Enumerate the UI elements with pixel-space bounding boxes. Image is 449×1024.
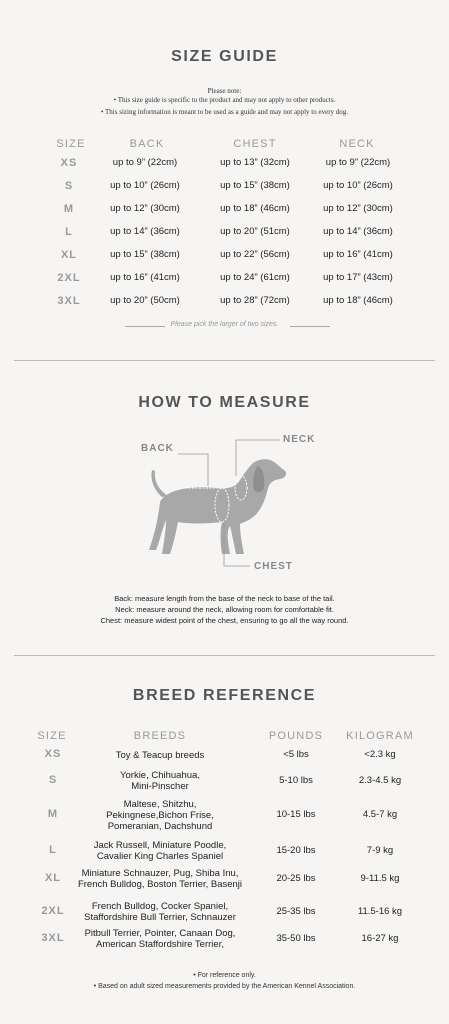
label-back: BACK bbox=[141, 443, 174, 454]
pounds-value: 35-50 lbs bbox=[276, 933, 316, 944]
note-heading: Please note: bbox=[207, 87, 242, 95]
breed-names: Maltese, Shitzhu, bbox=[123, 798, 197, 810]
col-header-size: SIZE bbox=[56, 138, 86, 150]
pounds-value: 15-20 lbs bbox=[276, 845, 316, 856]
pick-note-line-right bbox=[290, 326, 330, 327]
chest-value: up to 13” (32cm) bbox=[220, 157, 290, 168]
col-header-neck: NECK bbox=[339, 138, 375, 150]
measure-line-back: Back: measure length from the base of the neck to base of the tail. bbox=[114, 594, 335, 603]
breed-size-label: L bbox=[49, 844, 57, 856]
footnote-akc: • Based on adult sized measurements provided by the American Kennel Association. bbox=[93, 983, 356, 990]
breed-size-label: XL bbox=[44, 872, 62, 884]
neck-value: up to 10” (26cm) bbox=[323, 180, 393, 191]
back-value: up to 16” (41cm) bbox=[110, 272, 180, 283]
size-label: L bbox=[65, 226, 73, 238]
breed-header-size: SIZE bbox=[37, 730, 67, 742]
breed-names: Staffordshire Bull Terrier, Schnauzer bbox=[84, 912, 236, 923]
breed-names: Toy & Teacup breeds bbox=[115, 749, 205, 761]
neck-value: up to 16” (41cm) bbox=[323, 249, 393, 260]
chest-value: up to 22” (56cm) bbox=[220, 249, 290, 260]
size-label: XL bbox=[60, 249, 78, 261]
back-value: up to 14” (36cm) bbox=[110, 226, 180, 237]
breed-size-label: M bbox=[47, 808, 59, 820]
size-label: 3XL bbox=[57, 295, 81, 307]
neck-value: up to 14” (36cm) bbox=[323, 226, 393, 237]
kilogram-value: 4.5-7 kg bbox=[362, 809, 398, 820]
breed-names: Mini-Pinscher bbox=[131, 781, 189, 792]
neck-value: up to 12” (30cm) bbox=[323, 203, 393, 214]
breed-names: Pomeranian, Dachshund bbox=[107, 820, 213, 832]
breed-names: American Staffordshire Terrier, bbox=[96, 939, 224, 950]
breed-names: French Bulldog, Cocker Spaniel, bbox=[91, 901, 229, 912]
size-label: XS bbox=[60, 157, 78, 169]
chest-value: up to 20” (51cm) bbox=[220, 226, 290, 237]
breed-size-label: 2XL bbox=[41, 905, 65, 917]
kilogram-value: 2.3-4.5 kg bbox=[358, 775, 402, 786]
label-chest: CHEST bbox=[254, 561, 293, 572]
section-divider bbox=[14, 360, 435, 361]
footnote-reference: • For reference only. bbox=[193, 972, 256, 979]
breed-names: Pekingnese,Bichon Frise, bbox=[106, 809, 214, 821]
breed-header-breeds: BREEDS bbox=[133, 730, 187, 742]
kilogram-value: <2.3 kg bbox=[364, 749, 396, 760]
chest-value: up to 15” (38cm) bbox=[220, 180, 290, 191]
chest-value: up to 24” (61cm) bbox=[220, 272, 290, 283]
breed-names: French Bulldog, Boston Terrier, Basenji bbox=[77, 879, 243, 890]
back-value: up to 20” (50cm) bbox=[110, 295, 180, 306]
breed-names: Jack Russell, Miniature Poodle, bbox=[93, 840, 227, 851]
breed-names: Miniature Schnauzer, Pug, Shiba Inu, bbox=[81, 868, 239, 879]
kilogram-value: 7-9 kg bbox=[366, 845, 394, 856]
pounds-value: 10-15 lbs bbox=[276, 809, 316, 820]
size-label: S bbox=[64, 180, 74, 192]
size-guide-title: SIZE GUIDE bbox=[171, 48, 278, 65]
measure-line-chest: Chest: measure widest point of the chest, ensuring to go all the way round. bbox=[100, 616, 349, 625]
breed-names: Yorkie, Chihuahua, bbox=[120, 770, 200, 781]
pounds-value: 25-35 lbs bbox=[276, 906, 316, 917]
size-label: 2XL bbox=[57, 272, 81, 284]
dog-silhouette bbox=[149, 459, 286, 554]
note-line-2: • This sizing information is meant to be used as a guide and may not apply to every dog. bbox=[100, 108, 349, 116]
breed-size-label: 3XL bbox=[41, 932, 65, 944]
pick-note: Please pick the larger of two sizes. bbox=[170, 321, 279, 328]
breed-header-kilogram: KILOGRAM bbox=[346, 730, 414, 742]
back-value: up to 9” (22cm) bbox=[112, 157, 178, 168]
breed-names: Pitbull Terrier, Pointer, Canaan Dog, bbox=[84, 928, 236, 939]
breed-names: Cavalier King Charles Spaniel bbox=[96, 851, 224, 862]
breed-size-label: S bbox=[48, 774, 58, 786]
measure-line-neck: Neck: measure around the neck, allowing room for comfortable fit. bbox=[115, 605, 334, 614]
chest-value: up to 18” (46cm) bbox=[220, 203, 290, 214]
col-header-chest: CHEST bbox=[233, 138, 277, 150]
neck-value: up to 9” (22cm) bbox=[325, 157, 391, 168]
label-neck: NECK bbox=[283, 434, 316, 445]
breed-size-label: XS bbox=[44, 748, 62, 760]
col-header-back: BACK bbox=[129, 138, 165, 150]
pounds-value: 5-10 lbs bbox=[279, 775, 313, 786]
note-line-1: • This size guide is specific to the product and may not apply to other products. bbox=[113, 96, 336, 104]
breed-reference-title: BREED REFERENCE bbox=[132, 687, 317, 704]
pounds-value: <5 lbs bbox=[283, 749, 309, 760]
neck-value: up to 18” (46cm) bbox=[323, 295, 393, 306]
back-value: up to 12” (30cm) bbox=[110, 203, 180, 214]
breed-header-pounds: POUNDS bbox=[268, 730, 324, 742]
how-to-measure-title: HOW TO MEASURE bbox=[138, 394, 311, 411]
back-value: up to 15” (38cm) bbox=[110, 249, 180, 260]
back-value: up to 10” (26cm) bbox=[110, 180, 180, 191]
kilogram-value: 16-27 kg bbox=[361, 933, 399, 944]
size-label: M bbox=[63, 203, 75, 215]
kilogram-value: 11.5-16 kg bbox=[357, 906, 403, 917]
back-leader-line bbox=[178, 454, 208, 486]
neck-value: up to 17” (43cm) bbox=[323, 272, 393, 283]
chest-value: up to 28” (72cm) bbox=[220, 295, 290, 306]
section-divider bbox=[14, 655, 435, 656]
kilogram-value: 9-11.5 kg bbox=[360, 873, 400, 884]
pounds-value: 20-25 lbs bbox=[276, 873, 316, 884]
